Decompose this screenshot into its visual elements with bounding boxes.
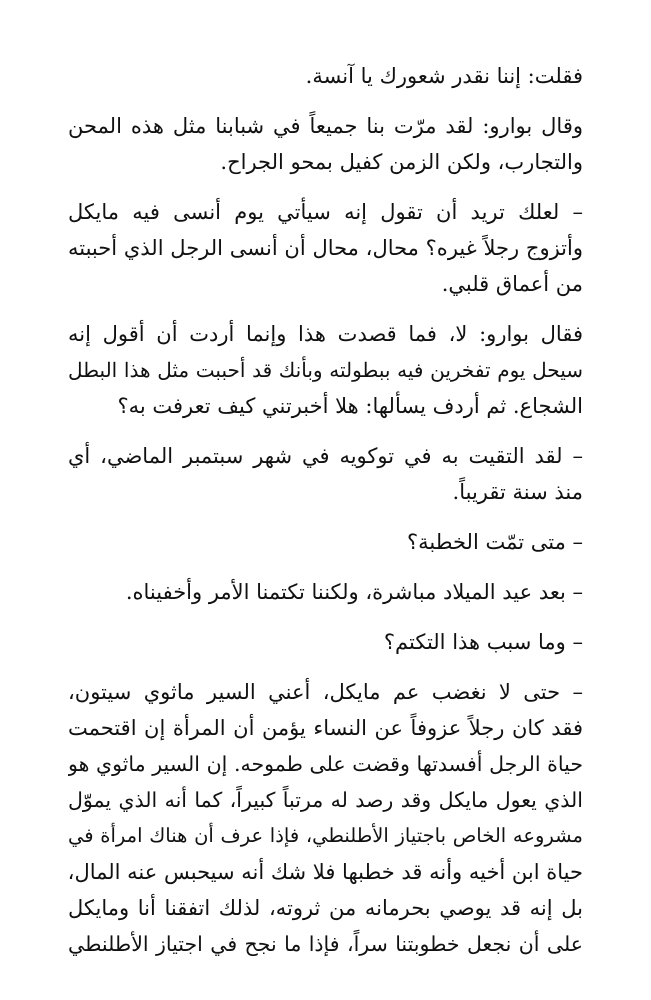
text-line: حياة ابن أخيه وأنه قد خطبها فلا شك أنه سيحبس عنه المال، <box>68 860 583 884</box>
text-line: من أعماق قلبي. <box>441 272 583 296</box>
paragraph-5 <box>68 438 583 510</box>
text-line: الذي يعول مايكل وقد رصد له مرتباً كبيراً، كما أنه الذي يموّل <box>68 788 583 812</box>
text-line: – حتى لا نغضب عم مايكل، أعني السير ماثوي سيتون، <box>68 680 583 704</box>
text-line: والتجارب، ولكن الزمن كفيل بمحو الجراح. <box>220 150 583 174</box>
text-line: – متى تمّت الخطبة؟ <box>407 530 583 554</box>
text-line: وقال بوارو: لقد مرّت بنا جميعاً في شبابنا مثل هذه المحن <box>68 114 583 138</box>
text-line: – لعلك تريد أن تقول إنه سيأتي يوم أنسى فيه مايكل <box>68 200 583 224</box>
text-line: على أن نجعل خطوبتنا سراً، فإذا ما نجح في اجتياز الأطلنطي <box>68 932 583 956</box>
text-line: الشجاع. ثم أردف يسألها: هلا أخبرتني كيف تعرفت به؟ <box>117 394 583 418</box>
text-line: فقلت: إننا نقدر شعورك يا آنسة. <box>305 64 583 88</box>
paragraph-8 <box>68 624 583 660</box>
paragraph-6 <box>68 524 583 560</box>
paragraph-2 <box>68 108 583 180</box>
paragraph-9 <box>68 674 583 962</box>
text-line: – وما سبب هذا التكتم؟ <box>383 630 583 654</box>
text-line: منذ سنة تقريباً. <box>452 480 583 504</box>
paragraph-4 <box>68 316 583 424</box>
text-line: بل إنه قد يوصي بحرمانه من ثروته، لذلك اتفقنا أنا ومايكل <box>68 896 583 920</box>
paragraph-1 <box>68 58 583 94</box>
paragraph-7 <box>68 574 583 610</box>
text-line: – بعد عيد الميلاد مباشرة، ولكننا تكتمنا الأمر وأخفيناه. <box>125 580 583 604</box>
text-line: سيحل يوم تفخرين فيه ببطولته وبأنك قد أحببت مثل هذا البطل <box>68 358 583 382</box>
text-line: – لقد التقيت به في توكويه في شهر سبتمبر الماضي، أي <box>68 444 583 468</box>
text-line: فقال بوارو: لا، فما قصدت هذا وإنما أردت أن أقول إنه <box>68 322 583 346</box>
text-line: حياة الرجل أفسدتها وقضت على طموحه. إن السير ماثوي هو <box>68 752 583 776</box>
text-line: فقد كان رجلاً عزوفاً عن النساء يؤمن أن المرأة إن اقتحمت <box>68 716 583 740</box>
paragraph-3 <box>68 194 583 302</box>
text-line: مشروعه الخاص باجتياز الأطلنطي، فإذا عرف أن هناك امرأة في <box>68 824 583 847</box>
text-line: وأتزوج رجلاً غيره؟ محال، محال أن أنسى الرجل الذي أحببته <box>68 236 583 260</box>
